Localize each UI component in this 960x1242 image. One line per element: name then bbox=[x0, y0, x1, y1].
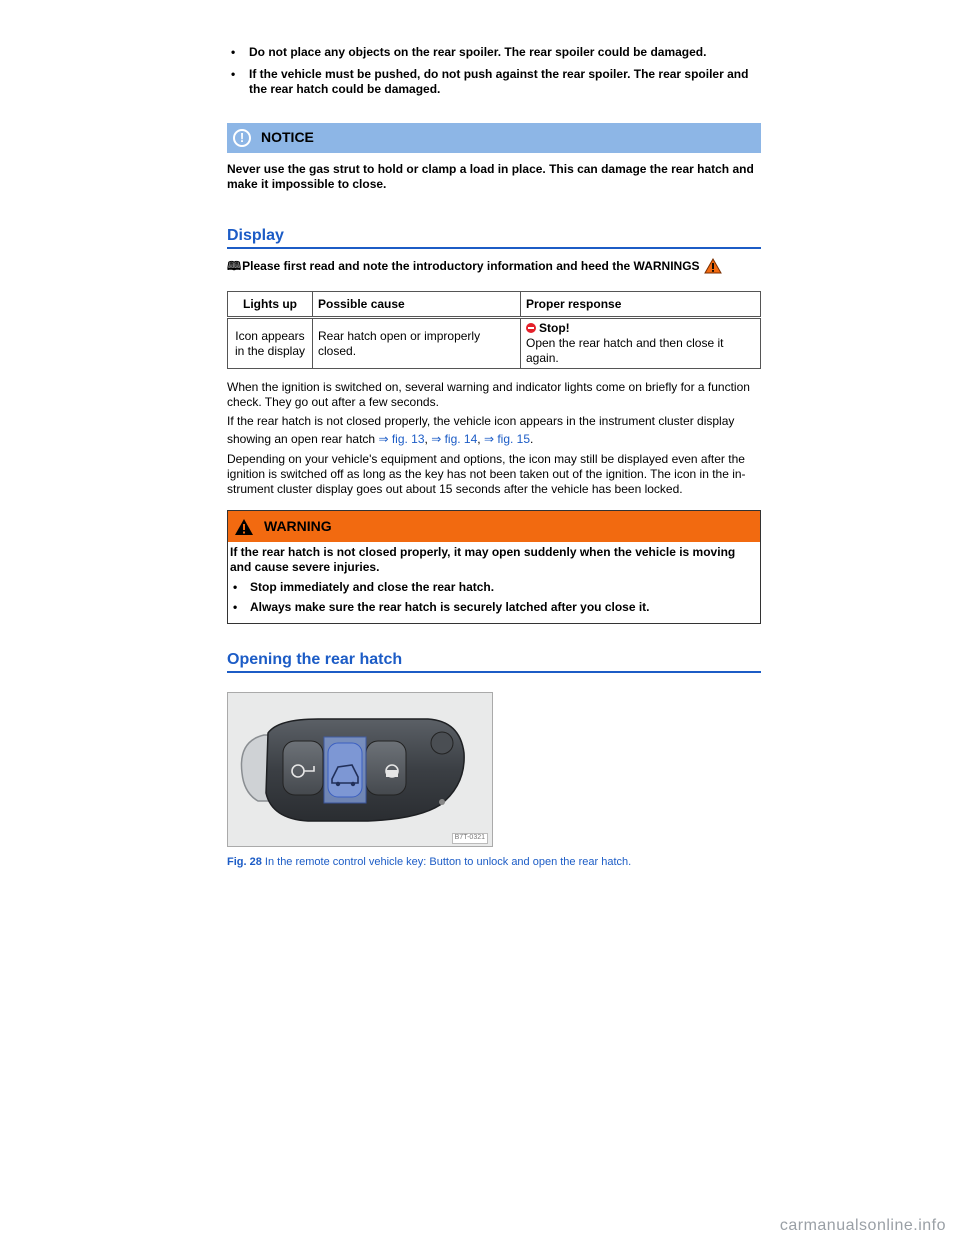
warning-box bbox=[227, 510, 761, 624]
exclamation-circle-icon: ! bbox=[233, 129, 251, 147]
cell-cause: Rear hatch open or improperly closed. bbox=[313, 318, 521, 369]
cell-lights-up: Icon appears in the display bbox=[228, 318, 313, 369]
spoiler-bullets bbox=[227, 45, 761, 104]
stop-icon bbox=[526, 323, 536, 333]
warning-header bbox=[228, 511, 760, 542]
header-possible-cause: Possible cause bbox=[313, 292, 521, 318]
warning-body bbox=[228, 542, 760, 623]
notice-title: NOTICE bbox=[261, 129, 314, 146]
book-icon: 🕮 bbox=[227, 258, 242, 273]
warning-bullets bbox=[230, 580, 758, 615]
cell-response bbox=[521, 318, 761, 369]
intro-line bbox=[227, 258, 761, 274]
para-open-hatch-cont: showing an open rear hatch bbox=[227, 432, 376, 446]
notice-header bbox=[227, 123, 761, 153]
table-header-row bbox=[228, 292, 761, 318]
notice-text: Never use the gas strut to hold or clamp a load in place. This can damage the rear hatch and make it impossible to close. bbox=[227, 162, 754, 191]
intro-text: Please first read and note the introductory information and heed the WARNINGS bbox=[242, 258, 700, 273]
warning-triangle-icon bbox=[704, 258, 722, 274]
bullet-item: • Do not place any objects on the rear spoiler. The rear spoiler could be damaged. bbox=[227, 45, 761, 60]
header-lights-up: Lights up bbox=[228, 292, 313, 318]
fig-13-link[interactable]: ⇒ fig. 13 bbox=[378, 432, 425, 446]
stop-label: Stop! bbox=[539, 321, 570, 335]
para-open-hatch: If the rear hatch is not closed properly, the vehicle icon appears in the instrument cluster display bbox=[227, 414, 735, 428]
table-row bbox=[228, 318, 761, 369]
warning-bullet-item: • Always make sure the rear hatch is securely latched after you close it. bbox=[230, 600, 758, 615]
section-heading-display: Display bbox=[227, 226, 761, 249]
bullet-item: • If the vehicle must be pushed, do not push against the rear spoiler. The rear spoiler and the rear hatch could be damaged. bbox=[227, 67, 761, 97]
fig-15-link[interactable]: ⇒ fig. 15 bbox=[483, 432, 531, 446]
section-heading-opening: Opening the rear hatch bbox=[227, 650, 761, 673]
para-open-hatch-refs: showing an open rear hatch ⇒ fig. 13, ⇒ fig. 14, ⇒ fig. 15. bbox=[227, 432, 534, 446]
caption-text: In the remote control vehicle key: Button to unlock and open the rear hatch. bbox=[264, 856, 632, 868]
para-function-check: When the ignition is switched on, several warning and indicator lights come on briefly for a function check. They go out after a few seconds. bbox=[227, 380, 750, 409]
warning-triangle-icon bbox=[234, 518, 254, 536]
figure-code: B7T-0321 bbox=[452, 833, 488, 844]
lights-table bbox=[227, 291, 761, 369]
header-proper-response: Proper response bbox=[521, 292, 761, 318]
warning-bullet-item: • Stop immediately and close the rear hatch. bbox=[230, 580, 758, 595]
remote-key-illustration bbox=[228, 693, 493, 847]
figure-caption bbox=[227, 856, 761, 870]
key-figure bbox=[227, 692, 493, 847]
warning-title: WARNING bbox=[264, 517, 332, 534]
response-text: Open the rear hatch and then close it again. bbox=[526, 336, 724, 365]
fig-14-link[interactable]: ⇒ fig. 14 bbox=[431, 432, 478, 446]
watermark: carmanualsonline.info bbox=[779, 1217, 946, 1234]
caption-label: Fig. 28 bbox=[227, 856, 262, 868]
warning-text: If the rear hatch is not closed properly, it may open suddenly when the vehicle is moving and cause severe injuries. bbox=[230, 545, 736, 574]
para-ignition-off: Depending on your vehicle's equipment and options, the icon may still be displayed even after the ignition is switched off as long as the key has not been taken out of the ignition. The icon in the in- strument cluster display goes out about 15 seconds after the vehicle has been locked. bbox=[227, 452, 746, 496]
